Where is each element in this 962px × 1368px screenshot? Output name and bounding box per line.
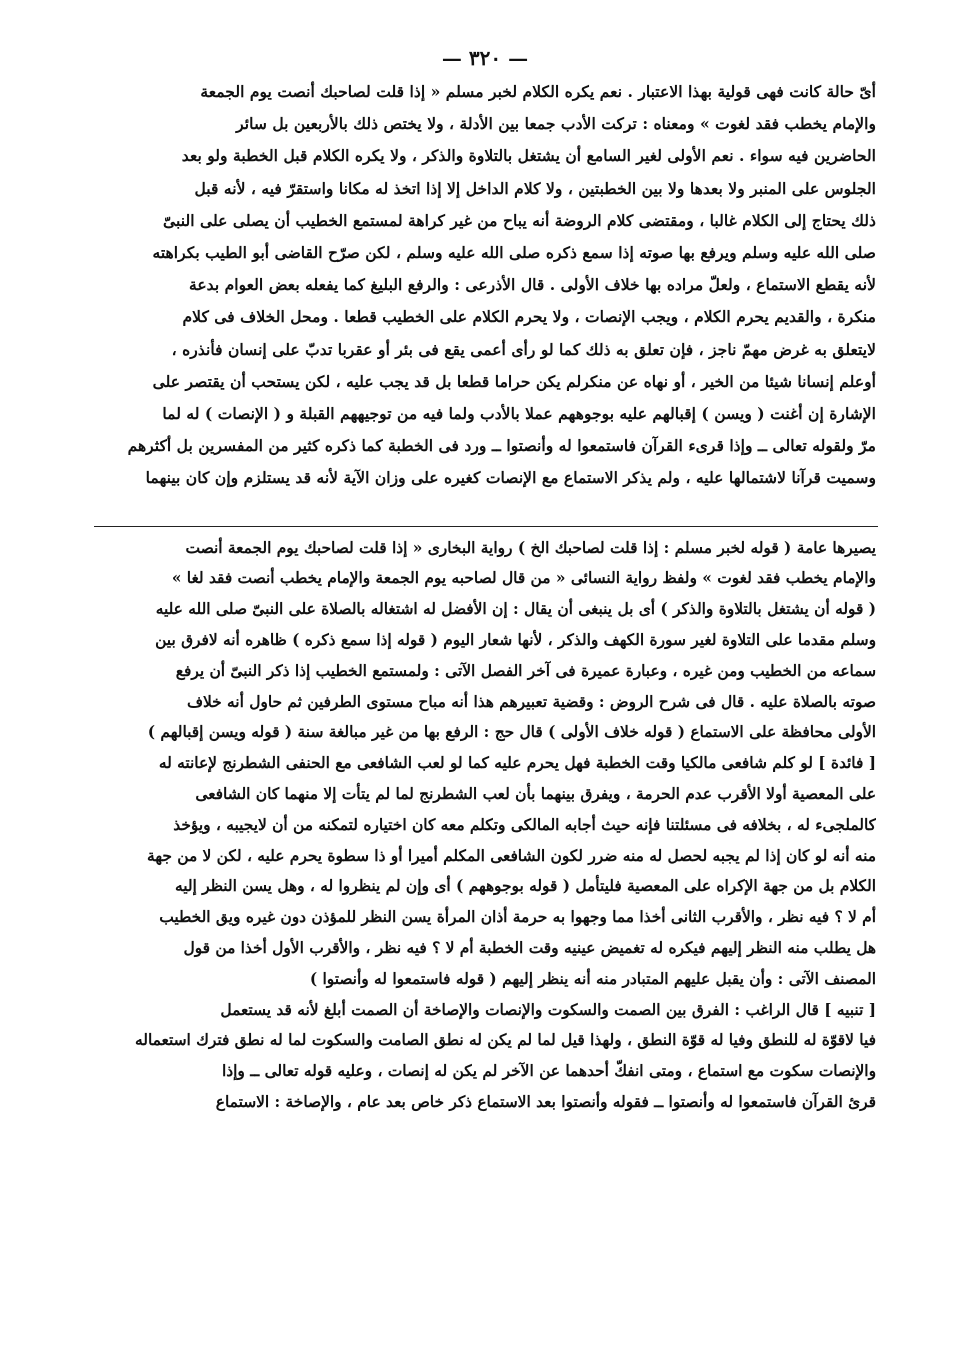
footnote-line: الكلام بل من جهة الإكراه على المعصية فليتأمل ( قوله بوجوههم ) أى وإن لم ينظروا له ، وهل يسن النظر إليه [174,877,876,896]
main-line: أوعلم إنسانا شيئا من الخير ، أو نهاه عن منكرلم يكن حراما قطعا بل قد يجب عليه ، لكن يستحب أن يقتصر على [152,371,876,391]
main-line: لايتعلق به غرض مهمّ ناجز ، فإن تعلق به ذلك كما لو رأى أعمى يقع فى بئر أو عقربا تدبّ على إنسان فأنذره ، [171,339,876,359]
page-number: — ٣٢٠ — [441,46,529,70]
main-line: مرّ ولقوله تعالى ــ وإذا قرىء القرآن فاستمعوا له وأنصتوا ــ ورد فى الخطبة كما ذكره كثير من المفسرين بل أكثرهم [127,436,876,456]
main-line: الجلوس على المنبر ولا بعدها ولا بين الخطبتين ، ولا كلام الداخل إلا إذا اتخذ له مكانا واستقرّ فيه ، لأنه قبل [194,178,876,198]
footnote-line: والإمام يخطب فقد لغوت » ولفظ رواية النسائى « من قال لصاحبه يوم الجمعة والإمام يخطب أنصت فقد لغا » [171,569,876,588]
footnote-line: على المعصية أولا الأقرب عدم الحرمة ، ويفرق بينهما بأن لعب الشطرنج لما لم يتأت إلا منهما كان الشافعى [195,785,876,804]
main-line: ذلك يحتاج إلى الكلام غالبا ، ومقتضى كلام الروضة أنه يباح من غير كراهة لمستمع الخطيب أن يصلى على النبىّ [163,210,876,230]
footnote-line: الأولى محافظة على الاستماع ( قوله خلاف الأولى ) قال حج : الرفع بها من غير مبالغة سنة ( قوله ويسن إقبالهم ) [147,723,876,742]
main-line: صلى الله عليه وسلم ويرفع بها صوته إذا سمع ذكره صلى الله عليه وسلم ، لكن صرّح القاضى أبو الطيب بكراهته [152,243,876,263]
footnote-line: سماعه من الخطيب ومن غيره ، وعبارة عميرة فى آخر الفصل الآتى : ولمستمع الخطيب إذا ذكر النبىّ أن يرفع [175,661,876,680]
main-line: لأنه يقطع الاستماع ، ولعلّ مراده بها خلاف الأولى . قال الأذرعى : والرفع البليغ كما يفعله بعض العوام بدعة [189,275,876,295]
main-line: الإشارة إن أغنت ( ويسن ) إقبالهم عليه بوجوههم عملا بالأدب ولما فيه من توجيههم القبلة و ( الإنصات ) له لما [162,404,876,424]
footnote-line: المصنف الآتى : وأن يقبل عليهم المتبادر منه أنه ينظر إليهم ( قوله فاستمعوا له وأنصتوا ) [309,969,876,988]
footnote-line: أم لا ؟ فيه نظر ، والأقرب الثانى أخذا مما وجهوا به حرمة أذان المرأة يسن النظر للمؤذن دون غيره ويق الخطيب [159,908,876,927]
footnote-line: منه أنه لو كان إذا لم يجبه لحصل له منه ضرر لكون الشافعى المكلم أميرا أو ذا سطوة يحرم عليه ، لكن لا من جهة [147,846,876,865]
footnote-line: يصيرها عامة ( قوله لخبر مسلم : إذا قلت لصاحبك الخ ) رواية البخارى « إذا قلت لصاحبك يوم الجمعة أنصت [185,538,876,557]
main-text [94,76,876,495]
footnote-line: هل يطلب منه النظر إليهم فيكره له تغميض عينيه وقت الخطبة أم لا ؟ فيه نظر ، والأقرب الأول أخذا من قول [183,939,876,957]
footnote-line: فيا لاقوّة له للنطق وفيا له قوّة النطق ، ولهذا قيل لما لم يكن له نطق الصامت والسكوت لما له نطق فترك استعماله [135,1031,876,1050]
footnote-line: كالملجىء له ، بخلافه فى مسئلتنا فإنه حيث أجابه المالكى وتكلم معه كان اختياره لتمكنه من أن لايجيبه ، ويؤخذ [173,815,876,834]
footnote-line: وسلم مقدما على التلاوة لغير سورة الكهف والذكر ، لأنها شعار اليوم ( قوله إذا سمع ذكره ) ظاهره أنه لافرق بين [155,631,876,650]
footnote-divider [94,526,878,527]
footnote-line: ( قوله أن يشتغل بالتلاوة والذكر ) أى بل ينبغى أن يقال : إن الأفضل له اشتغاله بالصلاة على النبىّ صلى الله عليه [155,600,876,619]
main-line: وسميت قرآنا لاشتمالها عليه ، ولم يذكر الاستماع مع الإنصات كغيره على وزان الآية لأنه قد يستلزم وإن كان بينهما [145,468,876,488]
footnote-line: قرئ القرآن فاستمعوا له وأنصتوا ــ فقوله وأنصتوا بعد الاستماع ذكر خاص بعد عام ، والإصاخة : الاستماع [215,1092,876,1111]
footnote-line: والإنصات سكوت مع استماع ، ومتى انفكّ أحدهما عن الآخر لم يكن له إنصات ، وعليه قوله تعالى ــ وإذا [222,1062,876,1081]
footnote-line: صوته بالصلاة عليه . قال فى شرح الروض : وقضية تعبيرهم هذا أنه مباح مستوى الطرفين ثم حاول أنه خلاف [187,692,876,711]
footnote-line: [ فائدة ] لو كلم شافعى مالكيا وقت الخطبة فهل يحرم عليه كما لو لعب الشافعى مع الحنفى الشطرنج لإعانته له [158,754,876,773]
footnote-line: [ تنبيه ] قال الراغب : الفرق بين الصمت والسكوت والإنصات والإصاخة أن الصمت أبلغ لأنه قد يستعمل [220,1000,876,1019]
main-line: منكرة ، والقديم يحرم الكلام ، ويجب الإنصات ، ولا يحرم الكلام على الخطيب قطعا . ومحل الخلاف فى كلام [182,307,876,327]
main-line: والإمام يخطب فقد لغوت » ومعناه : تركت الأدب جمعا بين الأدلة ، ولا يختص ذلك بالأربعين بل سائر [236,114,876,134]
main-line: الحاضرين فيه سواء . نعم الأولى لغير السامع أن يشتغل بالتلاوة والذكر ، ولا يكره الكلام قبل الخطبة ولو بعد [181,146,876,166]
footnote-text [94,533,876,1118]
main-line: أىّ حالة كانت فهى قولية بهذا الاعتبار . نعم يكره الكلام لخبر مسلم « إذا قلت لصاحبك أنصت يوم الجمعة [200,82,876,101]
